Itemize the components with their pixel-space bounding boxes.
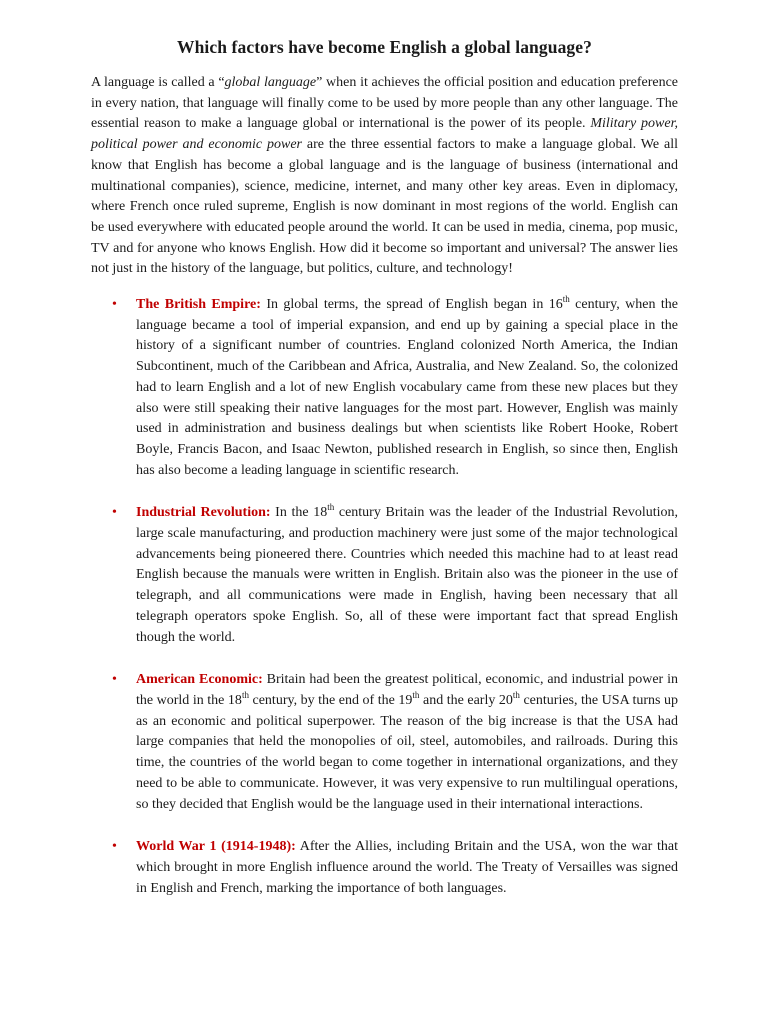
page-title: Which factors have become English a global language?: [176, 37, 592, 57]
bullet-icon: •: [112, 505, 117, 521]
bullet-icon: •: [112, 839, 117, 855]
list-item-american-economic: • American Economic: Britain had been the greatest political, economic, and industrial power in the world in the 18th century, by the end of the 19th and the early 20th centuries, the USA turns up as an economic and political superpower. The reason of the big increase is that the USA had large companies that held the monopolies of oil, steel, automobiles, and railroads. During this time, the countries of the world began to come together in international organizations, and they need to be able to communicate. However, it was very expensive to run multilingual operations, so they decided that English would be the language used in their international interactions.: [112, 672, 679, 812]
factor-title: World War 1 (1914-1948):: [136, 839, 296, 855]
list-item-industrial-revolution: • Industrial Revolution: In the 18th century Britain was the leader of the Industrial Revolution, large scale manufacturing, and production machinery were just some of the major technological advancements being pioneered there. Countries which needed this machine had to at least read English because the manuals were written in English. Britain also was the pioneer in the use of telegraph, and all communications were made in English, having been necessary that all telegraph operators spoke English. So, all of these were important fact that spread English though the world.: [112, 502, 678, 645]
document-page: [91, 36, 678, 899]
global-language-term: global language: [224, 75, 317, 90]
list-item-british-empire: • The British Empire: In global terms, the spread of English began in 16th century, when the language became a tool of imperial expansion, and end up by gaining a special place in the history of a significant number of countries. England colonized North America, the Indian Subcontinent, much of the Caribbean and Africa, Australia, and New Zealand. So, the colonized had to learn English and a lot of new English vocabulary came from these new places but they also were still speaking their native languages for the most part. However, English was mainly used in administration and business dealings but when scientists like Robert Hooke, Robert Boyle, Francis Bacon, and Isaac Newton, published research in English, so since then, English has also become a leading language in scientific research.: [112, 294, 679, 478]
bullet-icon: •: [112, 297, 117, 313]
factor-title: American Economic:: [136, 672, 263, 688]
list-item-world-war-1: • World War 1 (1914-1948): After the Allies, including Britain and the USA, won the war that which brought in more English influence around the world. The Treaty of Versailles was signed in English and French, marking the importance of both languages.: [112, 839, 678, 896]
powers-phrase: Military power, political power and economic power: [91, 116, 678, 153]
intro-paragraph: A language is called a “global language” when it achieves the official position and education preference in every nation, that language will finally come to be used by more people than any other language. The essential reason to make a language global or international is the power of its people. Military power, political power and economic power are the three essential factors to make a language global. We all know that English has become a global language and is the language of business (international and multinational companies), science, medicine, internet, and many other key areas. Even in diplomacy, where French once ruled supreme, English is now dominant in most regions of the world. English can be used everywhere with educated people around the world. It can be used in media, cinema, pop music, TV and for anyone who knows English. How did it become so important and universal? The answer lies not just in the history of the language, but politics, culture, and technology!: [91, 75, 679, 277]
factor-list: [91, 295, 678, 899]
bullet-icon: •: [112, 672, 117, 688]
factor-title: Industrial Revolution:: [136, 505, 271, 521]
factor-title: The British Empire:: [136, 297, 261, 313]
